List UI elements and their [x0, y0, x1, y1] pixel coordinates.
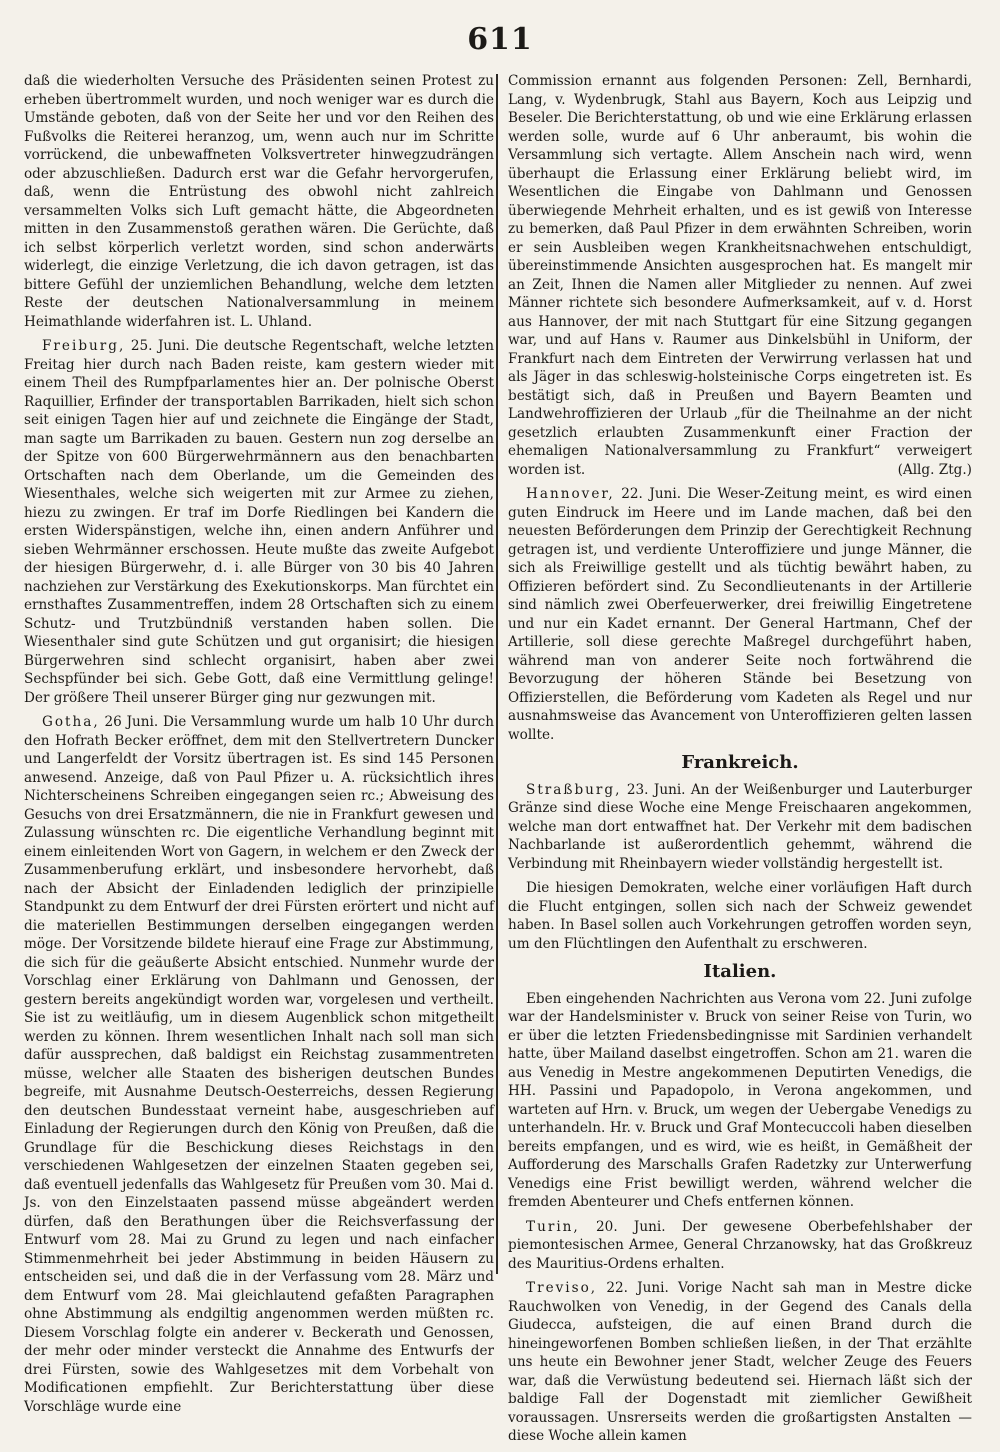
article-turin — [508, 1218, 972, 1274]
left-column — [24, 72, 494, 1422]
article-paragraph: Die hiesigen Demokraten, welche einer vorläufigen Haft durch die Flucht entgingen, sollen sich nach der Schweiz gewendet haben. In Basel sollen auch Vorkehrungen getroffen worden seyn, um den Flüchtlingen den Aufenthalt zu erschweren. — [508, 880, 972, 952]
article-text: 23. Juni. An der Weißenburger und Lauterburger Gränze sind diese Woche eine Menge Freischaaren angekommen, welche man dort entwaffnet hat. Der Verkehr mit dem badischen Nachbarlande ist außerordentlich gehemmt, während die Verbindung mit Rheinbayern wieder vollständig hergestellt ist. — [508, 781, 972, 872]
section-heading-france: Frankreich. — [681, 752, 799, 773]
article-treviso — [508, 1279, 972, 1446]
right-column — [508, 72, 972, 1452]
dateline-place: Gotha, — [42, 714, 100, 730]
article-text: 22. Juni. Die Weser-Zeitung meint, es wird einen guten Eindruck im Heere und im Lande machen, daß bei den neuesten Beförderungen dem Prinzip der Gerechtigkeit Rechnung getragen ist, und verdiente Unteroffiziere und junge Männer, die sich als Freiwillige gestellt und als tüchtig bewährt haben, zu Offizieren befördert sind. Zu Secondlieutenants in der Artillerie sind nämlich zwei Oberfeuerwerker, drei freiwillig Eingetretene und nur ein Kadet ernannt. Der General Hartmann, Chef der Artillerie, soll diese gerechte Maßregel durchgeführt haben, während man von anderer Seite noch fortwährend die Bevorzugung der höheren Stände bei Besetzung von Offizierstellen, die Beförderung vom Kadeten als Regel und nur ausnahmsweise das Avancement von Unteroffizieren gelten lassen wollte. — [508, 486, 972, 743]
article-text: Commission ernannt aus folgenden Personen: Zell, Bernhardi, Lang, v. Wydenbrugk, Stahl aus Bayern, Koch aus Leipzig und Beseler. Die Berichterstattung, ob und wie eine Erklärung erlassen werden solle, wurde auf 6 Uhr anberaumt, bis wohin die Versammlung sich vertagte. Allem Anschein nach wird, wenn überhaupt die Erlassung einer Erklärung beliebt wird, im Wesentlichen die Eingabe von Dahlmann und Genossen überwiegende Mehrheit erhalten, und es ist gewiß von Interesse zu bemerken, daß Paul Pfizer in dem erwähnten Schreiben, worin er sein Ausbleiben wegen Krankheitsnachwehen entschuldigt, übereinstimmende Ansichten ausgesprochen hat. Es mangelt mir an Zeit, Ihnen die Namen aller Mitglieder zu nennen. Auf zwei Männer richtete sich besondere Aufmerksamkeit, auf v. d. Horst aus Hannover, der mit nach Stuttgart für eine Sitzung gegangen war, und auf Hans v. Raumer aus Dinkelsbühl in Uniform, der Frankfurt nach dem Eintreten der Verwirrung verlassen hat und als Jäger in das schleswig-holsteinische Corps eingetreten ist. Es bestätigt sich, daß in Preußen und Bayern Beamten und Landwehroffizieren der Urlaub „für die Theilnahme an der nicht gesetzlich erlaubten Zusammenkunft einer Fraction der ehemaligen Nationalversammlung zu Frankfurt“ verweigert worden ist. — [508, 73, 972, 478]
dateline-place: Freiburg, — [42, 338, 126, 354]
dateline-place: Straßburg, — [526, 781, 622, 798]
article-paragraph: daß die wiederholten Versuche des Präsidenten seinen Protest zu erheben übertrommelt wurden, und noch weniger war es durch die Umstände geboten, daß von der Seite her und vor den Reihen des Fußvolks die Reiterei heranzog, um, wenn auch nur im Schritte vorrückend, die unbewaffneten Volksvertreter hinwegzudrängen oder abzuschließen. Dadurch erst war die Gefahr hervorgerufen, daß, wenn die Entrüstung des obwohl nicht zahlreich versammelten Volks sich Luft gemacht hätte, die Abgeordneten mitten in den Zusammenstoß gerathen wären. Die Gerüchte, daß ich selbst körperlich verletzt worden, sind schon anderwärts widerlegt, die einzige Verletzung, die ich davon getragen, ist das bittere Gefühl der unziemlichen Behandlung, welche dem letzten Reste der deutschen Nationalversammlung in meinem Heimathlande widerfahren ist. L. Uhland. — [24, 73, 494, 330]
article-text: 20. Juni. Der gewesene Oberbefehlshaber der piemontesischen Armee, General Chrzanowsky, hat das Großkreuz des Mauritius-Ordens erhalten. — [508, 1218, 972, 1272]
article-text: 26 Juni. Die Versammlung wurde um halb 10 Uhr durch den Hofrath Becker eröffnet, dem mit den Stellvertretern Duncker und Langerfeldt der Vorsitz übertragen ist. Es sind 145 Personen anwesend. Anzeige, daß von Paul Pfizer u. A. rücksichtlich ihres Nichterscheinens Schreiben eingegangen seien rc.; Abweisung des Gesuchs von drei Ersatzmännern, die nie in Frankfurt gewesen und Zulassung wünschten rc. Die eigentliche Verhandlung beginnt mit einem einleitenden Wort von Gagern, in welchem er den Zweck der Zusammenberufung erklärt, und insbesondere hervorhebt, daß nach der Absicht der Einladenden lediglich der prinzipielle Standpunkt zu dem Entwurf der drei Fürsten erörtert und nicht auf die materiellen Bestimmungen derselben eingegangen werden möge. Der Vorsitzende bildete hierauf eine Frage zur Abstimmung, die sich für die geäußerte Absicht entschied. Nunmehr wurde der Vorschlag einer Erklärung von Dahlmann und Genossen, der gestern bereits angekündigt worden war, vorgelesen und vertheilt. Sie ist zu weitläufig, um in diesem Augenblick schon mitgetheilt werden zu können. Ihrem wesentlichen Inhalt nach soll man sich dafür aussprechen, daß baldigst ein Reichstag zusammentreten müsse, welcher alle Staaten des bisherigen deutschen Bundes begreife, mit Ausnahme Deutsch-Oesterreichs, dessen Regierung den deutschen Bundesstaat verneint habe, ausgeschrieben auf Einladung der Regierungen durch den König von Preußen, daß die Grundlage für die Beschickung dieses Reichstags in den verschiedenen Wahlgesetzen der einzelnen Staaten gegeben sei, daß eventuell jedenfalls das Wahlgesetz für Preußen vom 30. Mai d. Js. von den Einzelstaaten passend müsse abgeändert werden dürfen, daß den Berathungen über die Reichsverfassung der Entwurf vom 28. Mai zu Grund zu legen und nach einfacher Stimmenmehrheit bei jeder Abstimmung in beiden Häusern zu entscheiden sei, und daß die in der Verfassung vom 28. März und dem Entwurf vom 28. Mai gleichlautend gefaßten Paragraphen ohne Abstimmung als endgiltig angenommen werden müßten rc. Diesem Vorschlag folgte ein anderer v. Beckerath und Genossen, der mehr oder minder versteckt die Annahme des Entwurfs der drei Fürsten, sowie des Wahlgesetzes mit dem Vorbehalt von Modificationen empfiehlt. Zur Berichterstattung über diese Vorschläge wurde eine — [24, 714, 494, 1415]
page-number: 611 — [467, 22, 533, 57]
article-paragraph: Eben eingehenden Nachrichten aus Verona vom 22. Juni zufolge war der Handelsminister v. Bruck von seiner Reise von Turin, wo er über die letzten Friedensbedingnisse mit Sardinien verhandelt hatte, über Mailand daselbst eingetroffen. Schon am 21. waren die aus Venedig in Mestre angekommenen Deputirten Venedigs, die HH. Passini und Papadopolo, in Verona angekommen, und warteten auf Hrn. v. Bruck, um wegen der Uebergabe Venedigs zu unterhandeln. Hr. v. Bruck und Graf Montecuccoli haben dieselben bereits empfangen, und es wird, wie es heißt, in Gemäßheit der Aufforderung des Marschalls Grafen Radetzky zur Unterwerfung Venedigs eine Frist bewilligt werden, während welcher die fremden Abenteurer und Chefs entfernen können. — [508, 990, 972, 1210]
article-gotha — [24, 713, 494, 1416]
article-text: 25. Juni. Die deutsche Regentschaft, welche letzten Freitag hier durch nach Baden reiste, kam gestern wieder mit einem Theil des Rumpfparlamentes hier an. Der polnische Oberst Raquillier, Erfinder der transportablen Barrikaden, hielt sich schon seit einigen Tagen hier auf und zeichnete die Eingänge der Stadt, man sagte um Barrikaden zu bauen. Gestern nun zog derselbe an der Spitze von 600 Bürgerwehrmännern aus den benachbarten Ortschaften nach dem Oberlande, um die Gemeinden des Wiesenthales, welche sich weigerten mit zur Armee zu ziehen, hiezu zu zwingen. Er traf im Dorfe Riedlingen bei Kandern die ersten Widerspänstigen, welche ihn, einen andern Anführer und sieben Wehrmänner erschossen. Heute mußte das zweite Aufgebot der hiesigen Bürgerwehr, d. i. alle Bürger von 30 bis 40 Jahren nachziehen zur Verstärkung des Exekutionskorps. Man fürchtet ein ernsthaftes Zusammentreffen, indem 28 Ortschaften sich zu einem Schutz- und Trutzbündniß verstanden haben sollen. Die Wiesenthaler sind gute Schützen und gut organisirt; die hiesigen Bürgerwehren sind schlecht organisirt, haben aber zwei Sechspfünder bei sich. Gebe Gott, daß eine Vermittlung gelinge! Der größere Theil unserer Bürger ging nur gezwungen mit. — [24, 338, 494, 706]
article-freiburg — [24, 337, 494, 707]
article-paragraph — [508, 72, 972, 479]
column-divider — [496, 74, 498, 1274]
article-strassburg — [508, 781, 972, 874]
dateline-place: Treviso, — [526, 1280, 598, 1296]
section-heading-italy: Italien. — [703, 961, 777, 982]
dateline-place: Turin, — [526, 1218, 580, 1235]
article-hannover — [508, 485, 972, 744]
article-text: 22. Juni. Vorige Nacht sah man in Mestre dicke Rauchwolken von Venedig, in der Gegend des Canals della Giudecca, aufsteigen, die auf einen Brand durch die hineingeworfenen Bomben schließen ließen, in der That erzählte uns heute ein Bewohner jener Stadt, welcher Zeuge des Feuers war, daß die Verwüstung bedeutend sei. Hiernach läßt sich der baldige Fall der Dogenstadt mit ziemlicher Gewißheit voraussagen. Unsrerseits werden die großartigsten Anstalten — diese Woche allein kamen — [508, 1280, 972, 1444]
dateline-place: Hannover, — [526, 486, 615, 502]
source-attribution: (Allg. Ztg.) — [897, 461, 972, 478]
